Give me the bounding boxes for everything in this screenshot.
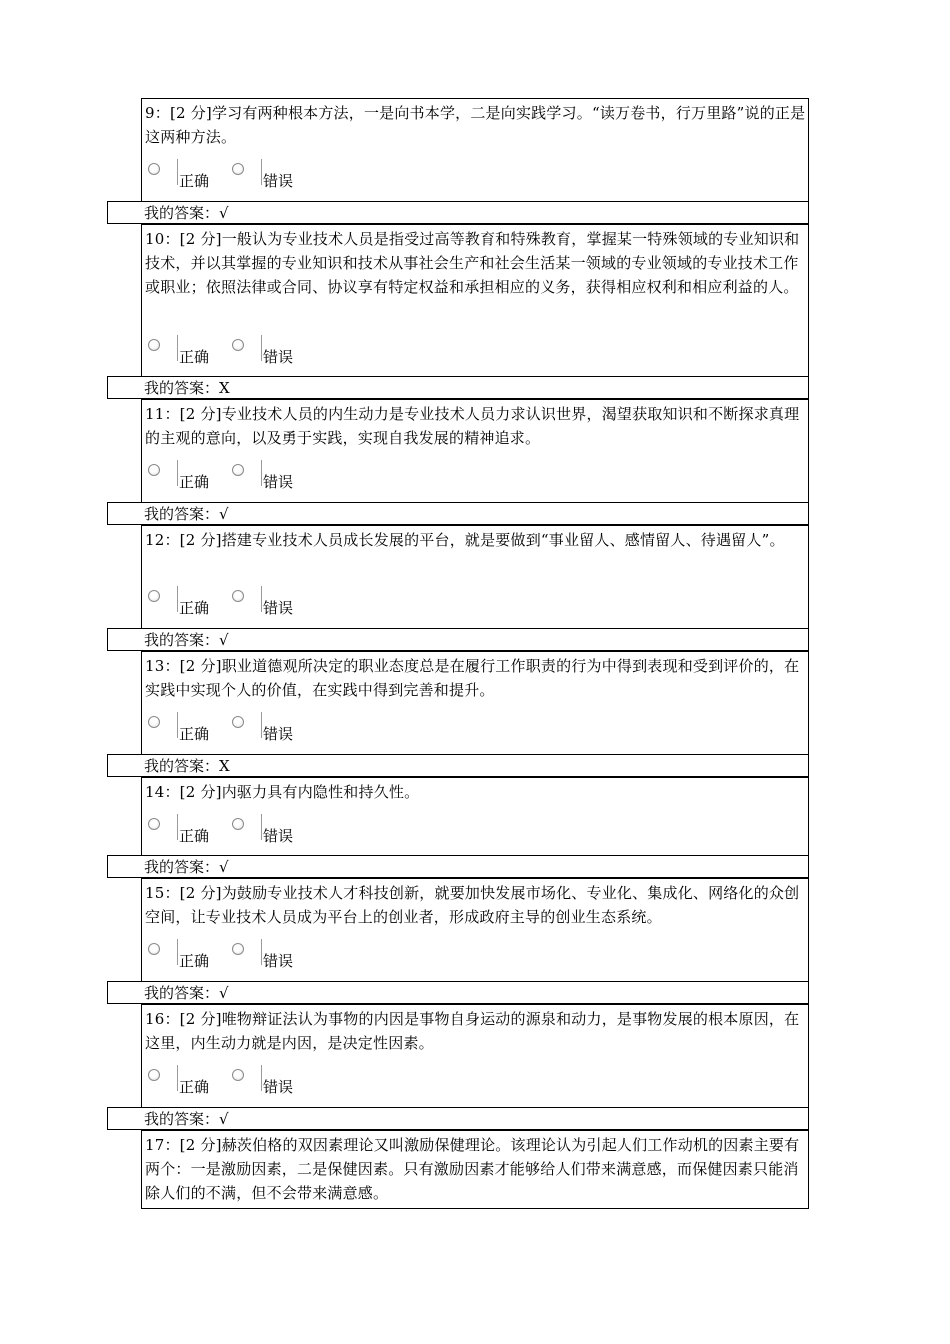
divider [261,814,262,840]
answer-options [142,586,402,620]
my-answer-label: 我的答案： [144,984,220,1002]
my-answer-label: 我的答案： [144,858,220,876]
my-answer-label: 我的答案： [144,505,220,523]
divider [261,159,262,185]
question-text: 17：[2 分]赫茨伯格的双因素理论又叫激励保健理论。该理论认为引起人们工作动机的因素主要有两个：一是激励因素，二是保健因素。只有激励因素才能够给人们带来满意感，而保健因素只能消除人们的不满，但不会带来满意感。 [145,1136,800,1202]
divider [261,712,262,738]
my-answer-value: √ [219,984,229,1002]
answer-options [142,335,402,369]
answer-options [142,939,402,973]
question-text: 15：[2 分]为鼓励专业技术人才科技创新，就要加快发展市场化、专业化、集成化、网络化的众创空间，让专业技术人员成为平台上的创业者，形成政府主导的创业生态系统。 [145,884,800,926]
option-correct-label: 正确 [179,172,210,190]
question-block [141,98,809,201]
my-answer-label: 我的答案： [144,757,220,775]
question-text: 11：[2 分]专业技术人员的内生动力是专业技术人员力求认识世界，渴望获取知识和不断探求真理的主观的意向，以及勇于实践，实现自我发展的精神追求。 [145,405,800,447]
my-answer-label: 我的答案： [144,1110,220,1128]
option-wrong-label: 错误 [263,172,294,190]
divider [177,1065,178,1091]
my-answer-row [107,981,809,1004]
radio-wrong[interactable] [232,464,244,476]
option-correct-label: 正确 [179,348,210,366]
divider [261,586,262,612]
radio-correct[interactable] [148,1069,160,1081]
question-block [141,651,809,754]
divider [177,939,178,965]
my-answer-row [107,754,809,777]
my-answer-label: 我的答案： [144,631,220,649]
option-correct-label: 正确 [179,952,210,970]
question-block [141,777,809,855]
my-answer-row [107,201,809,224]
my-answer-label: 我的答案： [144,379,220,397]
option-wrong-label: 错误 [263,827,294,845]
option-correct-label: 正确 [179,1078,210,1096]
my-answer-row [107,502,809,525]
radio-wrong[interactable] [232,818,244,830]
my-answer-row [107,1107,809,1130]
answer-options [142,460,402,494]
my-answer-label: 我的答案： [144,204,220,222]
divider [177,712,178,738]
option-correct-label: 正确 [179,725,210,743]
answer-options [142,814,402,848]
question-block [141,1004,809,1107]
radio-wrong[interactable] [232,716,244,728]
my-answer-row [107,855,809,878]
my-answer-value: √ [219,631,229,649]
question-block [141,878,809,981]
question-block [141,224,809,376]
radio-correct[interactable] [148,163,160,175]
my-answer-value: X [219,379,230,397]
question-block [141,399,809,502]
option-correct-label: 正确 [179,827,210,845]
radio-correct[interactable] [148,464,160,476]
radio-correct[interactable] [148,716,160,728]
question-block [141,1130,809,1209]
my-answer-value: √ [219,505,229,523]
question-text: 14：[2 分]内驱力具有内隐性和持久性。 [145,783,420,801]
divider [261,335,262,361]
radio-wrong[interactable] [232,590,244,602]
radio-correct[interactable] [148,943,160,955]
my-answer-value: √ [219,1110,229,1128]
radio-wrong[interactable] [232,339,244,351]
divider [177,814,178,840]
question-text: 13：[2 分]职业道德观所决定的职业态度总是在履行工作职责的行为中得到表现和受到评价的，在实践中实现个人的价值，在实践中得到完善和提升。 [145,657,800,699]
question-text: 10：[2 分]一般认为专业技术人员是指受过高等教育和特殊教育，掌握某一特殊领域的专业知识和技术，并以其掌握的专业知识和技术从事社会生产和社会生活某一领域的专业领域的专业技术工作或职业；依照法律或合同、协议享有特定权益和承担相应的义务，获得相应权利和相应利益的人。 [145,230,800,296]
divider [261,460,262,486]
divider [177,335,178,361]
answer-options [142,159,402,193]
radio-correct[interactable] [148,818,160,830]
option-wrong-label: 错误 [263,952,294,970]
divider [177,460,178,486]
divider [261,939,262,965]
option-wrong-label: 错误 [263,725,294,743]
answer-options [142,712,402,746]
option-wrong-label: 错误 [263,473,294,491]
my-answer-value: √ [219,204,229,222]
option-correct-label: 正确 [179,599,210,617]
question-text: 9：[2 分]学习有两种根本方法，一是向书本学，二是向实践学习。“读万卷书，行万里路”说的正是这两种方法。 [145,104,806,146]
my-answer-row [107,376,809,399]
divider [261,1065,262,1091]
option-wrong-label: 错误 [263,599,294,617]
question-block [141,525,809,628]
my-answer-row [107,628,809,651]
divider [177,159,178,185]
my-answer-value: X [219,757,230,775]
divider [177,586,178,612]
radio-correct[interactable] [148,339,160,351]
question-text: 16：[2 分]唯物辩证法认为事物的内因是事物自身运动的源泉和动力，是事物发展的根本原因，在这里，内生动力就是内因，是决定性因素。 [145,1010,800,1052]
option-wrong-label: 错误 [263,348,294,366]
radio-wrong[interactable] [232,943,244,955]
question-text: 12：[2 分]搭建专业技术人员成长发展的平台，就是要做到“事业留人、感情留人、待遇留人”。 [145,531,785,549]
radio-wrong[interactable] [232,1069,244,1081]
radio-wrong[interactable] [232,163,244,175]
radio-correct[interactable] [148,590,160,602]
option-wrong-label: 错误 [263,1078,294,1096]
my-answer-value: √ [219,858,229,876]
answer-options [142,1065,402,1099]
option-correct-label: 正确 [179,473,210,491]
